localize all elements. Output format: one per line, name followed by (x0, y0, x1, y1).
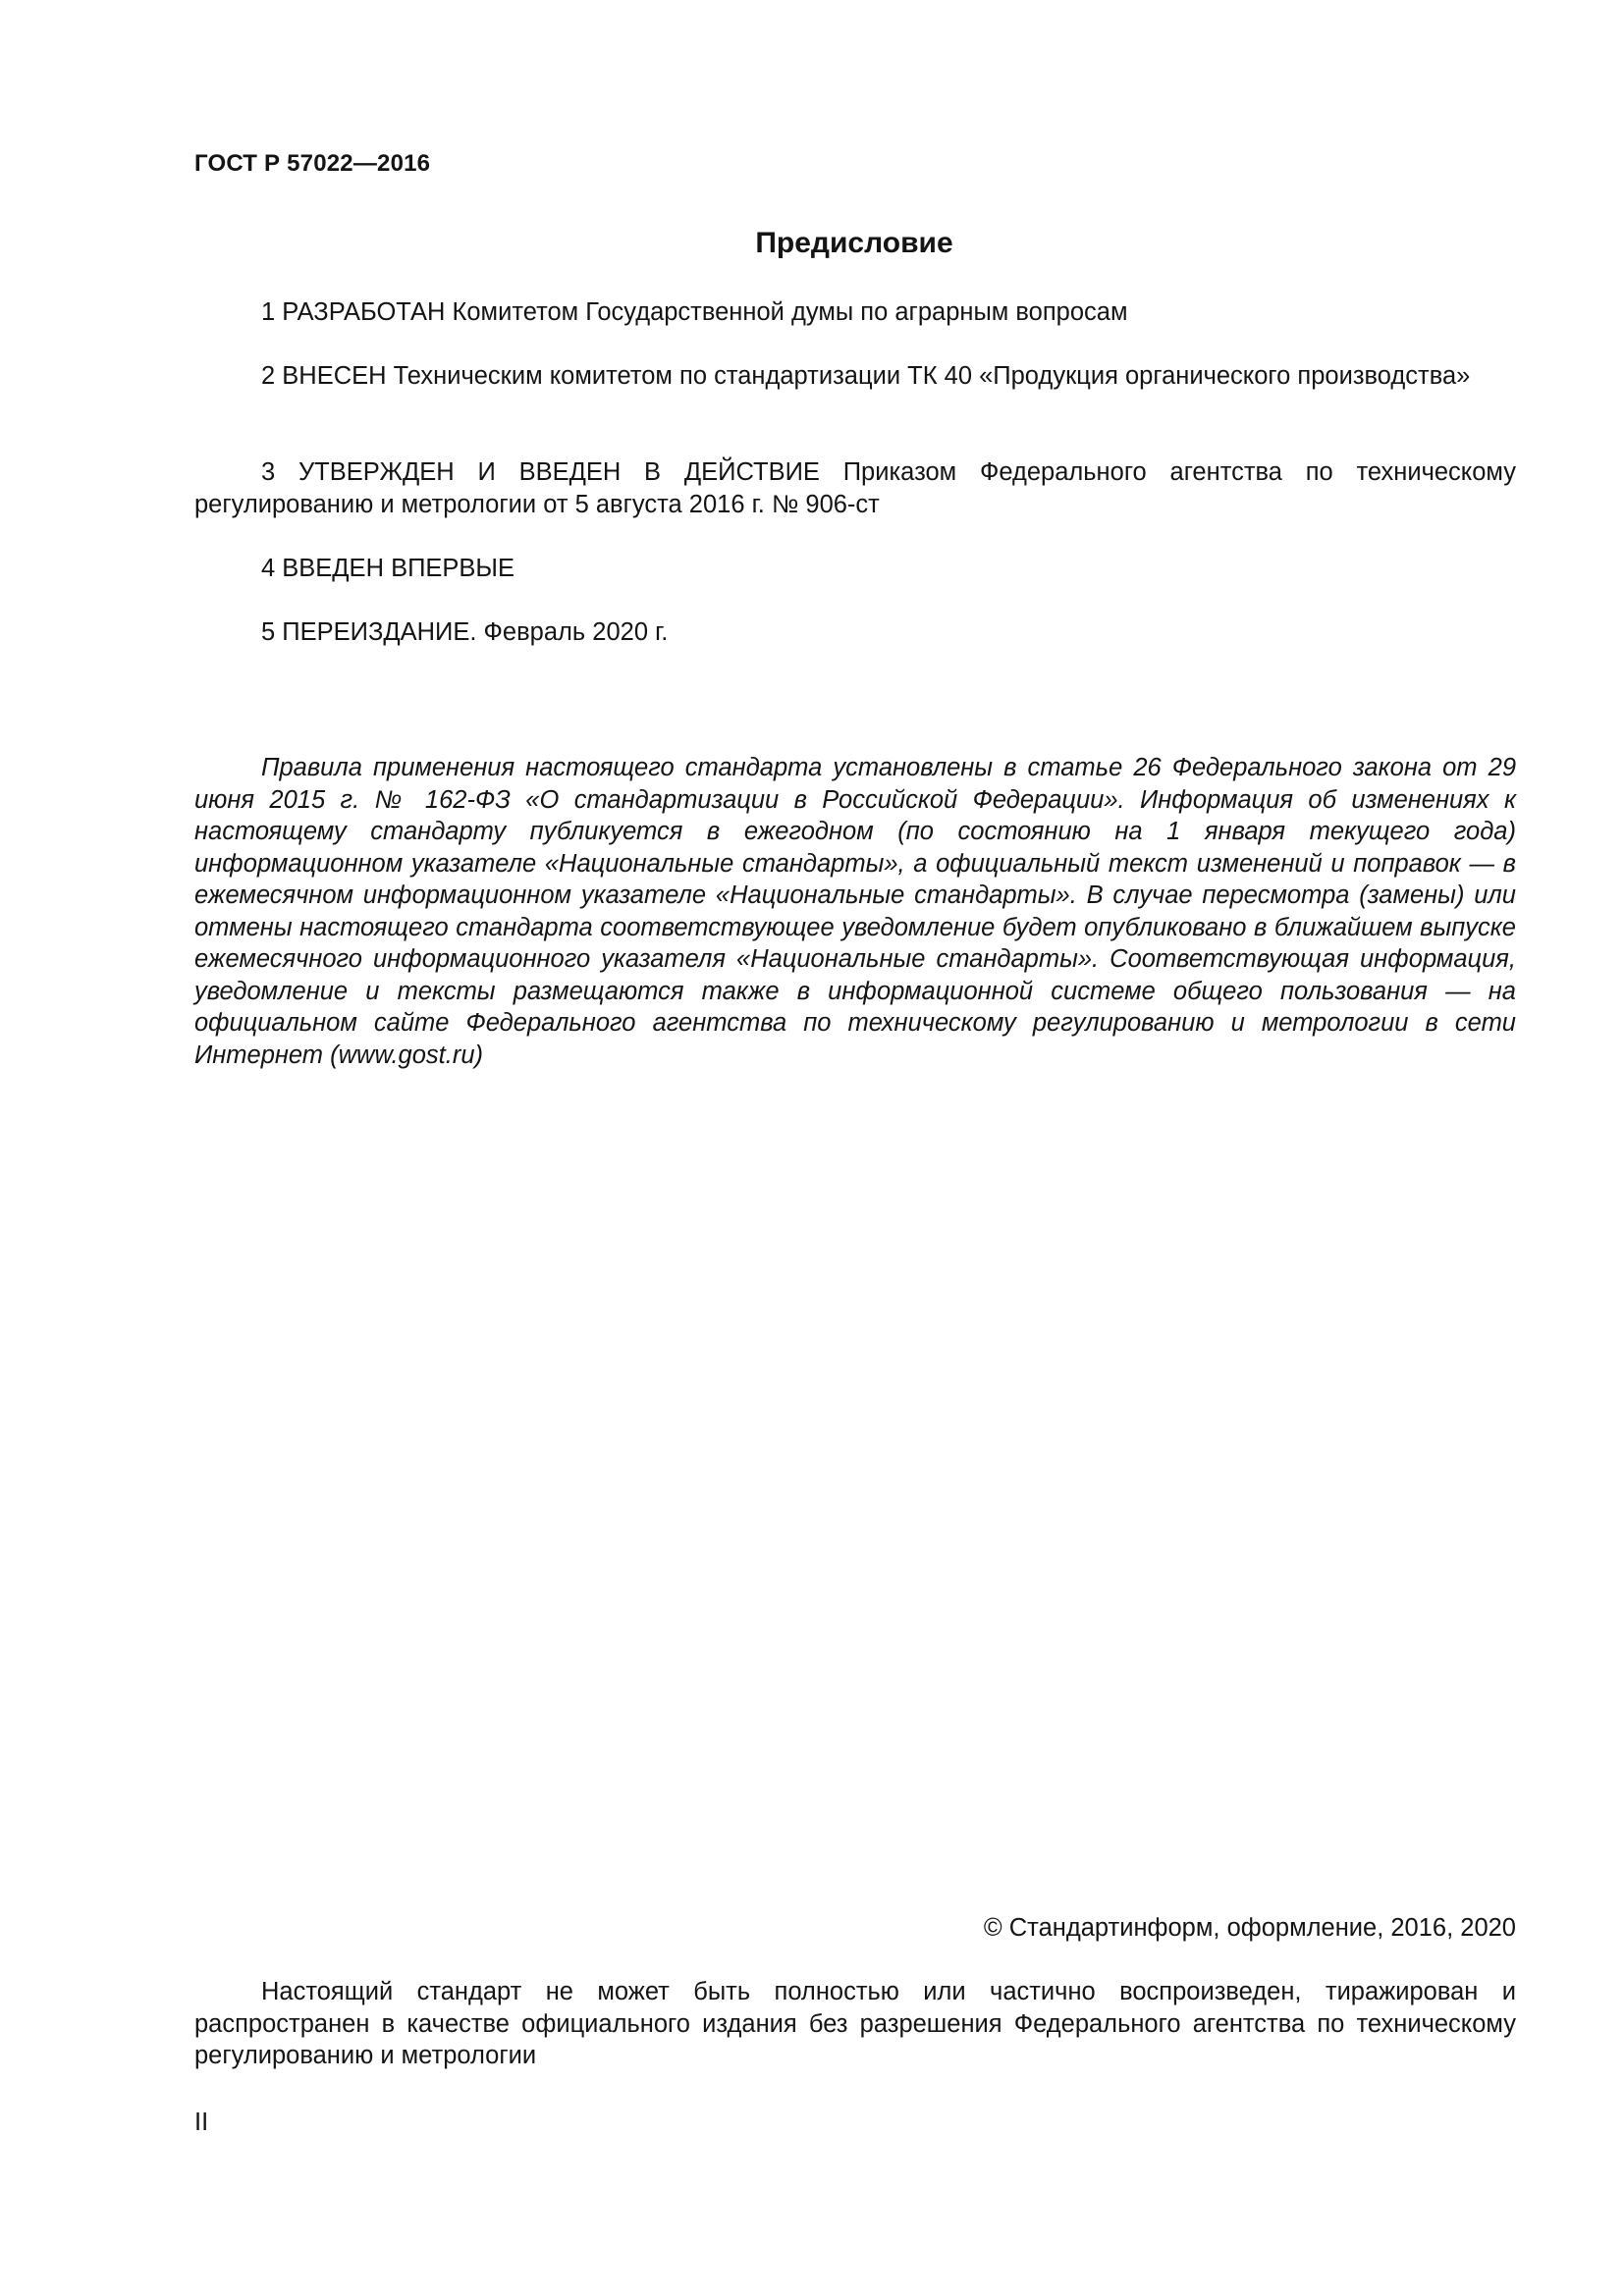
foreword-item-4: 4 ВВЕДЕН ВПЕРВЫЕ (261, 555, 515, 582)
foreword-item-3: 3 УТВЕРЖДЕН И ВВЕДЕН В ДЕЙСТВИЕ Приказом Федерального агентства по техническому регулированию и метрологии от 5 августа 2016 г. № 906-ст (194, 458, 1516, 518)
section-title: Предисловие (755, 227, 953, 259)
page-number: II (194, 2109, 209, 2136)
application-rules-notice: Правила применения настоящего стандарта установлены в статье 26 Федерального закона от 29 июня 2015 г. № 162-ФЗ «О стандартизации в Российской Федерации». Информация об изменениях к настоящему стандарту публикуется в ежегодном (по состоянию на 1 января текущего года) информационном указателе «Национальные стандарты», а официальный текст изменений и поправок — в ежемесячном информационном указателе «Национальные стандарты». В случае пересмотра (замены) или отмены настоящего стандарта соответствующее уведомление будет опубликовано в ближайшем выпуске ежемесячного информационного указателя «Национальные стандарты». Соответствующая информация, уведомление и тексты размещаются также в информационной системе общего пользования — на официальном сайте Федерального агентства по техническому регулированию и метрологии в сети Интернет (www.gost.ru) (194, 754, 1516, 1069)
document-code-header: ГОСТ Р 57022—2016 (194, 150, 431, 177)
foreword-item-5: 5 ПЕРЕИЗДАНИЕ. Февраль 2020 г. (261, 618, 669, 646)
copyright-line: © Стандартинформ, оформление, 2016, 2020 (983, 1914, 1516, 1942)
reproduction-notice: Настоящий стандарт не может быть полностью или частично воспроизведен, тиражирован и распространен в качестве официального издания без разрешения Федерального агентства по техническому регулированию и метрологии (194, 1978, 1516, 2069)
foreword-item-1: 1 РАЗРАБОТАН Комитетом Государственной думы по аграрным вопросам (261, 298, 1128, 326)
foreword-item-2: 2 ВНЕСЕН Техническим комитетом по стандартизации ТК 40 «Продукция органического производства» (261, 362, 1471, 390)
